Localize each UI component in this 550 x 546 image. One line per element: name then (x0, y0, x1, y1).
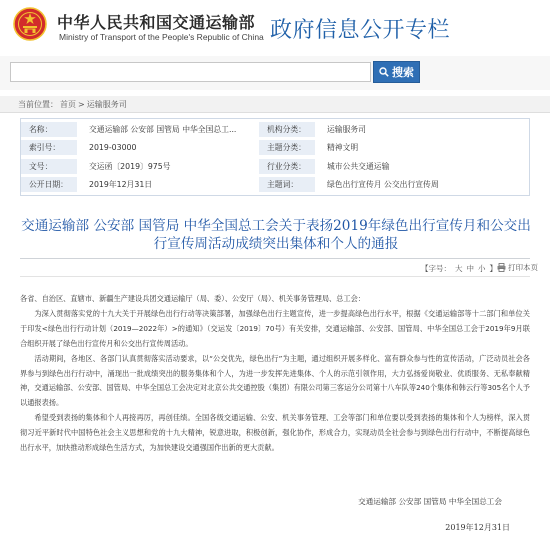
article-paragraph: 希望受到表扬的集体和个人再接再厉，再创佳绩。全国各级交通运输、公安、机关事务管理、工会等部门和单位要以受到表扬的集体和个人为榜样，深入贯彻习近平新时代中国特色社会主义思想和党的十九大精神，锐意进取，积极创新，强化协作，形成合力，实现动员全社会参与到绿色出行行动中，不断提高绿色出行水平，加快推动形成绿色生活方式，为加快建设交通强国作出新的更大贡献。 (20, 413, 530, 453)
font-size-medium-button[interactable]: 中 (466, 264, 474, 273)
metadata-row (21, 140, 529, 155)
metadata-label: 名称： (21, 122, 77, 137)
metadata-row (21, 177, 529, 192)
column-title: 政府信息公开专栏 (270, 18, 451, 43)
article-paragraph: 为深入贯彻落实党的十九大关于开展绿色出行行动等决策部署，加强绿色出行主题宣传，进一步提高绿色出行水平，根据《交通运输部等十二部门和单位关于印发<绿色出行行动计划（2019—2022年）>的通知》（交运发〔2019〕70号）有关安排，交通运输部、公安部、国管局、中华全国总工会于2019年9月联合组织开展了绿色出行宣传月和公交出行宣传周活动。 (20, 308, 530, 348)
site-header (0, 0, 550, 56)
metadata-value: 绿色出行宣传月 公交出行宣传周 (327, 180, 439, 189)
national-emblem-icon (13, 7, 47, 41)
print-page-label: 打印本页 (508, 263, 538, 272)
article-paragraph: 活动期间，各地区、各部门认真贯彻落实活动要求，以“公交优先，绿色出行”为主题，通过组织开展多样化、富有群众参与性的宣传活动，广泛动员社会各界参与到绿色出行行动中，涌现出一批成绩突出的服务集体和个人，为进一步发挥先进集体、个人的示范引领作用，大力弘扬爱岗敬业、优质服务、无私奉献精神，交通运输部、公安部、国管局、中华全国总工会决定对北京公共交通控股（集团）有限公司第三客运分公司第十八车队等240个集体和韩云行等305名个人予以通报表扬。 (20, 353, 530, 408)
metadata-row (21, 159, 529, 174)
printer-icon (497, 263, 506, 272)
font-size-label: 【字号： (421, 264, 451, 273)
metadata-value: 2019-03000 (89, 143, 137, 152)
search-button-label: 搜索 (392, 66, 414, 79)
print-page-link[interactable] (497, 262, 538, 273)
metadata-label: 行业分类： (259, 159, 315, 174)
metadata-value: 交运函〔2019〕975号 (89, 162, 171, 171)
toolbar-divider (20, 276, 530, 277)
metadata-label: 机构分类： (259, 122, 315, 137)
metadata-value: 2019年12月31日 (89, 180, 153, 189)
metadata-value: 城市公共交通运输 (327, 162, 390, 171)
metadata-label: 主题词： (259, 177, 315, 192)
article-date: 2019年12月31日 (445, 523, 510, 532)
breadcrumb (0, 96, 550, 113)
breadcrumb-current-link[interactable]: 运输服务司 (86, 100, 127, 109)
metadata-label: 索引号： (21, 140, 77, 155)
article-signature: 交通运输部 公安部 国管局 中华全国总工会 (358, 497, 502, 506)
font-size-small-button[interactable]: 小 (478, 264, 486, 273)
article-title: 交通运输部 公安部 国管局 中华全国总工会关于表扬2019年绿色出行宣传月和公交出行宣传周活动成绩突出集体和个人的通报 (21, 218, 531, 252)
article-body (20, 292, 530, 456)
metadata-value: 运输服务司 (327, 125, 366, 134)
breadcrumb-separator: > (78, 100, 85, 109)
metadata-row (21, 122, 529, 137)
search-icon (379, 67, 389, 77)
breadcrumb-label: 当前位置： (18, 100, 58, 109)
metadata-label: 公开日期： (21, 177, 77, 192)
article-salutation: 各省、自治区、直辖市、新疆生产建设兵团交通运输厅（局、委）、公安厅（局）、机关事务管理局、总工会： (20, 294, 365, 303)
metadata-label: 主题分类： (259, 140, 315, 155)
breadcrumb-home-link[interactable]: 首页 (60, 100, 76, 109)
font-size-large-button[interactable]: 大 (455, 264, 463, 273)
metadata-value: 交通运输部 公安部 国管局 中华全国总工... (89, 125, 237, 134)
font-size-close: 】 (489, 264, 497, 273)
metadata-value: 精神文明 (327, 143, 359, 152)
search-input[interactable] (10, 62, 371, 82)
document-metadata-table (20, 118, 530, 196)
ministry-name-cn: 中华人民共和国交通运输部 (57, 13, 256, 32)
font-size-control (419, 263, 499, 274)
metadata-label: 文号： (21, 159, 77, 174)
search-button[interactable] (373, 61, 420, 83)
title-divider (20, 258, 530, 259)
ministry-name-en: Ministry of Transport of the People's Republic of China (59, 32, 264, 42)
